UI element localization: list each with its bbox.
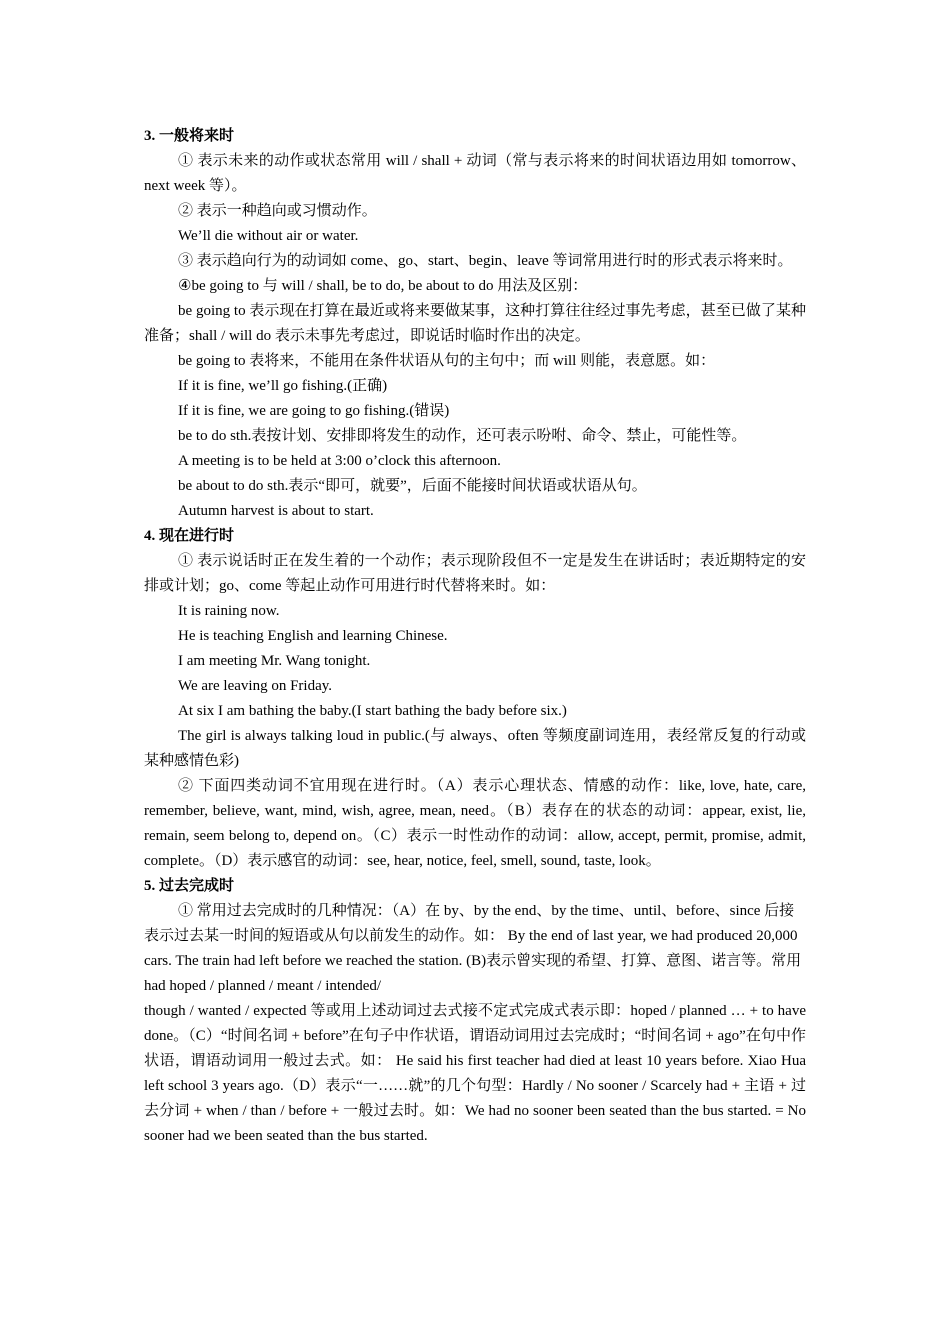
document-page — [144, 124, 806, 1149]
paragraph-continued: though / wanted / expected 等或用上述动词过去式接不定式完成式表示即：hoped / planned … + to have done。（C）“时间名词 + before”在句子中作状语，谓语动词用过去完成时；“时间名词 + ago”在句中作状语，谓语动词用一般过去式。如： He said his first teacher had died at least 10 years before. Xiao Hua left school 3 years ago.（D）表示“一……就”的几个句型：Hardly / No sooner / Scarcely had + 主语 + 过去分词 + when / than / before + 一般过去时。如：We had no sooner been seated than the bus started. = No sooner had we been seated than the bus started. — [144, 1003, 806, 1144]
paragraph: ① 表示说话时正在发生着的一个动作；表示现阶段但不一定是发生在讲话时；表近期特定的安排或计划；go、come 等起止动作可用进行时代替将来时。如： — [144, 553, 806, 594]
section-heading: 5. 过去完成时 — [144, 878, 235, 894]
paragraph: The girl is always talking loud in public.(与 always、often 等频度副词连用，表经常反复的行动或某种感情色彩) — [144, 728, 806, 769]
section-heading: 3. 一般将来时 — [144, 128, 235, 144]
example-sentence: He is teaching English and learning Chinese. — [178, 628, 448, 644]
example-sentence: I am meeting Mr. Wang tonight. — [178, 653, 371, 669]
paragraph: be going to 表示现在打算在最近或将来要做某事，这种打算往往经过事先考虑，甚至已做了某种准备；shall / will do 表示未事先考虑过，即说话时临时作出的决定。 — [144, 303, 806, 344]
example-sentence: If it is fine, we are going to go fishing.(错误) — [178, 403, 450, 419]
paragraph: ④be going to 与 will / shall, be to do, be about to do 用法及区别： — [178, 278, 588, 294]
example-sentence: It is raining now. — [178, 603, 280, 619]
example-sentence: At six I am bathing the baby.(I start bathing the bady before six.) — [178, 703, 567, 719]
paragraph: ③ 表示趋向行为的动词如 come、go、start、begin、leave 等词常用进行时的形式表示将来时。 — [178, 253, 793, 269]
paragraph: ① 表示未来的动作或状态常用 will / shall + 动词（常与表示将来的时间状语边用如 tomorrow、next week 等）。 — [144, 153, 806, 194]
section-heading: 4. 现在进行时 — [144, 528, 235, 544]
paragraph: ② 表示一种趋向或习惯动作。 — [178, 203, 377, 219]
paragraph: ② 下面四类动词不宜用现在进行时。（A）表示心理状态、情感的动作：like, love, hate, care, remember, believe, want, mind, wish, agree, mean, need。（B）表存在的状态的动词：appear, exist, lie, remain, seem belong to, depend on。（C）表示一时性动作的动词：allow, accept, permit, promise, admit, complete。（D）表示感官的动词：see, hear, notice, feel, smell, sound, taste, look。 — [144, 778, 806, 869]
paragraph: be to do sth.表按计划、安排即将发生的动作，还可表示吩咐、命令、禁止，可能性等。 — [178, 428, 747, 444]
example-sentence: We’ll die without air or water. — [178, 228, 359, 244]
example-sentence: A meeting is to be held at 3:00 o’clock this afternoon. — [178, 453, 501, 469]
paragraph: be about to do sth.表示“即可，就要”，后面不能接时间状语或状语从句。 — [178, 478, 647, 494]
paragraph: be going to 表将来，不能用在条件状语从句的主句中；而 will 则能，表意愿。如： — [178, 353, 716, 369]
example-sentence: We are leaving on Friday. — [178, 678, 333, 694]
example-sentence: If it is fine, we’ll go fishing.(正确) — [178, 378, 388, 394]
example-sentence: Autumn harvest is about to start. — [178, 503, 374, 519]
paragraph: ① 常用过去完成时的几种情况：（A）在 by、by the end、by the time、until、before、since 后接表示过去某一时间的短语或从句以前发生的动作。如： By the end of last year, we had produced 20,000 cars. The train had left before we reached the station. (B)表示曾实现的希望、打算、意图、诺言等。常用 had hoped / planned / meant / intended/ — [144, 903, 802, 994]
